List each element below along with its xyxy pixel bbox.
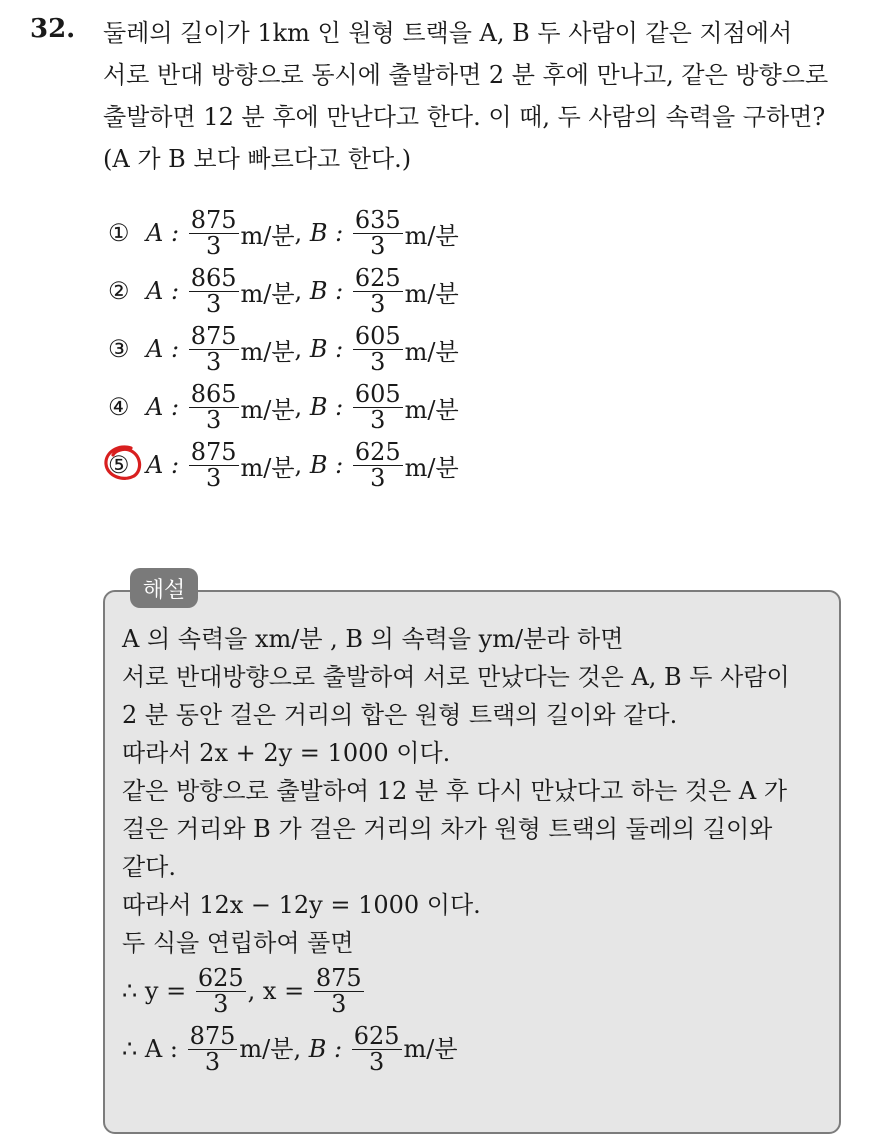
label-b: B : (309, 335, 344, 363)
solution-line: 따라서 12x − 12y = 1000 이다. (122, 891, 481, 919)
choice-4[interactable]: ④ A : $\frac{865}{3}$ m/분 , B : $\frac{605}{3}$ m/분 (108, 379, 459, 434)
label-b: B : (309, 451, 344, 479)
fraction-b: $\frac{625}{3}$ (354, 437, 401, 492)
solution-line: 두 식을 연립하여 풀면 (122, 929, 354, 957)
solution-result-xy: ∴ y = $\frac{625}{3}$ , x = $\frac{875}{3}$ (122, 963, 362, 1018)
choice-number: ② (108, 277, 130, 305)
label-a: A : (146, 451, 180, 479)
label-a: A : (146, 393, 180, 421)
fraction-a: $\frac{865}{3}$ (190, 379, 237, 434)
fraction-a: $\frac{875}{3}$ (190, 321, 237, 376)
unit: m/분 (404, 395, 459, 424)
label-b: B : (309, 277, 344, 305)
solution-line: A 의 속력을 xm/분 , B 의 속력을 ym/분라 하면 (122, 625, 624, 653)
fraction-b: $\frac{605}{3}$ (354, 321, 401, 376)
solution-text (122, 620, 832, 1078)
unit: m/분 (240, 337, 295, 366)
solution-line: 서로 반대방향으로 출발하여 서로 만났다는 것은 A, B 두 사람이 (122, 663, 790, 691)
question-line: 출발하면 12 분 후에 만난다고 한다. 이 때, 두 사람의 속력을 구하면? (103, 103, 826, 131)
choice-number: ① (108, 219, 130, 247)
choice-2[interactable]: ② A : $\frac{865}{3}$ m/분 , B : $\frac{625}{3}$ m/분 (108, 263, 459, 318)
choice-number: ④ (108, 393, 130, 421)
unit: m/분 (404, 279, 459, 308)
answer-choices (108, 204, 459, 494)
unit: m/분 (240, 221, 295, 250)
fraction-y: $\frac{625}{3}$ (197, 963, 244, 1018)
question-line: (A 가 B 보다 빠르다고 한다.) (103, 145, 412, 173)
solution-line: 2 분 동안 걸은 거리의 합은 원형 트랙의 길이와 같다. (122, 701, 678, 729)
solution-line: 같다. (122, 853, 176, 881)
unit: m/분 (404, 337, 459, 366)
fraction-b: $\frac{605}{3}$ (354, 379, 401, 434)
question-line: 둘레의 길이가 1km 인 원형 트랙을 A, B 두 사람이 같은 지점에서 (103, 19, 793, 47)
label-b: B : (309, 219, 344, 247)
fraction-b: $\frac{635}{3}$ (354, 205, 401, 260)
selected-circle-mark-icon (101, 442, 145, 484)
unit: m/분 (404, 221, 459, 250)
choice-1[interactable]: ① A : $\frac{875}{3}$ m/분 , B : $\frac{635}{3}$ m/분 (108, 205, 459, 260)
fraction-a: $\frac{875}{3}$ (189, 1021, 236, 1076)
fraction-x: $\frac{875}{3}$ (315, 963, 362, 1018)
fraction-b: $\frac{625}{3}$ (353, 1021, 400, 1076)
choice-number: ③ (108, 335, 130, 363)
question-text (103, 12, 873, 180)
question-line: 서로 반대 방향으로 동시에 출발하면 2 분 후에 만나고, 같은 방향으로 (103, 61, 829, 89)
choice-number: ⑤ (108, 451, 130, 479)
unit: m/분 (240, 279, 295, 308)
question-number: 32. (30, 14, 76, 44)
label-a: A : (146, 335, 180, 363)
solution-line: 걸은 거리와 B 가 걸은 거리의 차가 원형 트랙의 둘레의 길이와 (122, 815, 773, 843)
unit: m/분 (240, 395, 295, 424)
fraction-a: $\frac{875}{3}$ (190, 437, 237, 492)
solution-line: 같은 방향으로 출발하여 12 분 후 다시 만났다고 하는 것은 A 가 (122, 777, 788, 805)
solution-tag: 해설 (130, 568, 198, 608)
unit: m/분 (404, 453, 459, 482)
choice-3[interactable]: ③ A : $\frac{875}{3}$ m/분 , B : $\frac{605}{3}$ m/분 (108, 321, 459, 376)
unit: m/분 (240, 453, 295, 482)
label-b: B : (309, 393, 344, 421)
solution-result-speed: ∴ A : $\frac{875}{3}$ m/분 , B : $\frac{625}{3}$ m/분 (122, 1021, 458, 1076)
choice-5[interactable]: ⑤ A : $\frac{875}{3}$ m/분 , B : $\frac{625}{3}$ m/분 (108, 436, 459, 494)
fraction-a: $\frac{865}{3}$ (190, 263, 237, 318)
solution-line: 따라서 2x + 2y = 1000 이다. (122, 739, 451, 767)
label-a: A : (146, 277, 180, 305)
label-a: A : (146, 219, 180, 247)
fraction-b: $\frac{625}{3}$ (354, 263, 401, 318)
fraction-a: $\frac{875}{3}$ (190, 205, 237, 260)
